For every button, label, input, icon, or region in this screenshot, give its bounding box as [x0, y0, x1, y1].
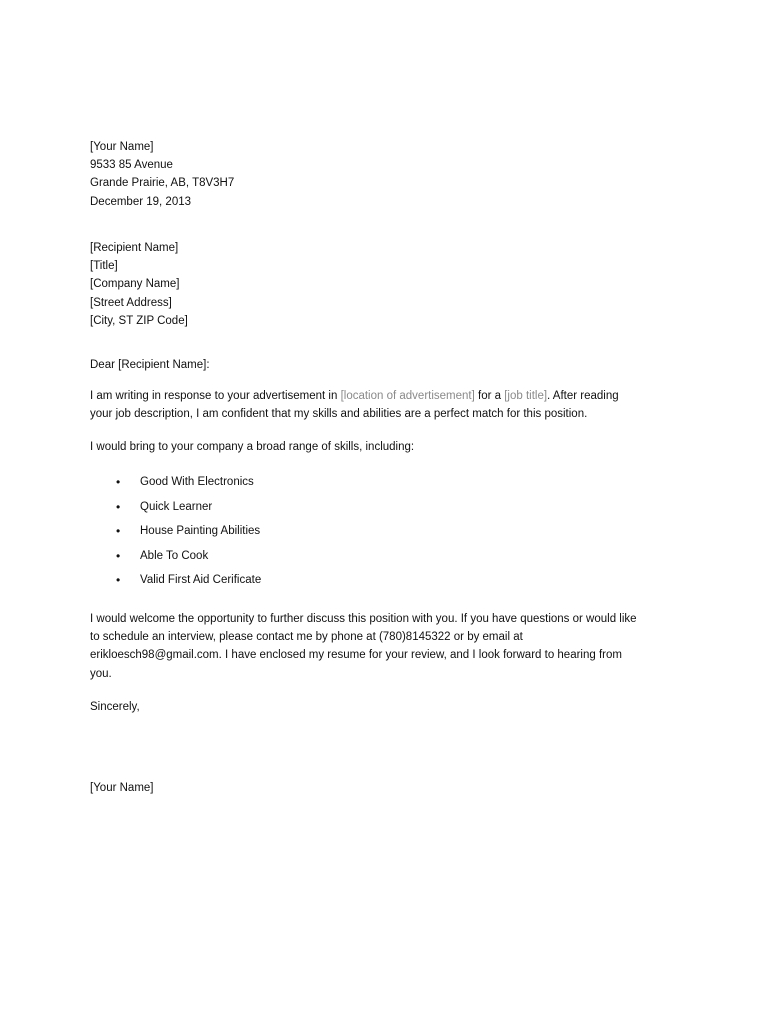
recipient-company: [Company Name] — [90, 278, 180, 291]
list-item — [90, 547, 261, 572]
letter-date: December 19, 2013 — [90, 195, 192, 208]
paragraph-contact-line-2: to schedule an interview, please contact me by phone at (780)8145322 or by email at — [90, 631, 523, 644]
skill-label: Good With Electronics — [140, 476, 254, 488]
skill-label: House Painting Abilities — [140, 525, 261, 537]
salutation: Dear [Recipient Name]: — [90, 359, 210, 371]
skill-label: Quick Learner — [140, 500, 213, 513]
sender-city-line: Grande Prairie, AB, T8V3H7 — [90, 177, 235, 190]
paragraph-skills-intro: I would bring to your company a broad range of skills, including: — [90, 441, 415, 453]
sender-address-block — [90, 138, 234, 211]
sender-name: [Your Name] — [90, 141, 154, 153]
closing: Sincerely, — [90, 701, 140, 713]
signature-name: [Your Name] — [90, 782, 154, 794]
list-item — [90, 473, 261, 498]
skill-label: Able To Cook — [140, 549, 209, 562]
list-item — [90, 571, 261, 596]
list-item — [90, 498, 261, 523]
intro-text-1: I am writing in response to your advertisement in — [90, 390, 341, 402]
skills-list — [90, 473, 261, 596]
skill-label: Valid First Aid Cerificate — [140, 574, 262, 586]
paragraph-contact-line-4: you. — [90, 667, 112, 680]
paragraph-intro-line-1 — [90, 387, 690, 405]
intro-text-3: . After reading — [547, 390, 619, 402]
paragraph-contact — [90, 610, 690, 683]
paragraph-intro-line-2: your job description, I am confident that my skills and abilities are a perfect match for this position. — [90, 408, 588, 421]
intro-text-2: for a — [474, 390, 505, 402]
bullet-icon: • — [116, 499, 121, 514]
paragraph-contact-line-3: erikloesch98@gmail.com. I have enclosed my resume for your review, and I look forward to hearing from — [90, 649, 622, 662]
paragraph-contact-line-1: I would welcome the opportunity to further discuss this position with you. If you have questions or would like — [90, 613, 637, 625]
job-title-placeholder: [job title] — [504, 390, 548, 402]
bullet-icon: • — [116, 573, 121, 587]
location-placeholder: [location of advertisement] — [340, 390, 475, 402]
bullet-icon: • — [116, 475, 121, 489]
recipient-address-block — [90, 239, 188, 330]
recipient-title: [Title] — [90, 260, 118, 273]
recipient-name: [Recipient Name] — [90, 242, 179, 254]
paragraph-intro — [90, 387, 690, 423]
bullet-icon: • — [116, 524, 121, 538]
bullet-icon: • — [116, 548, 121, 563]
list-item — [90, 522, 261, 547]
recipient-city-line: [City, ST ZIP Code] — [90, 314, 188, 327]
sender-street: 9533 85 Avenue — [90, 159, 173, 172]
recipient-street: [Street Address] — [90, 296, 172, 309]
